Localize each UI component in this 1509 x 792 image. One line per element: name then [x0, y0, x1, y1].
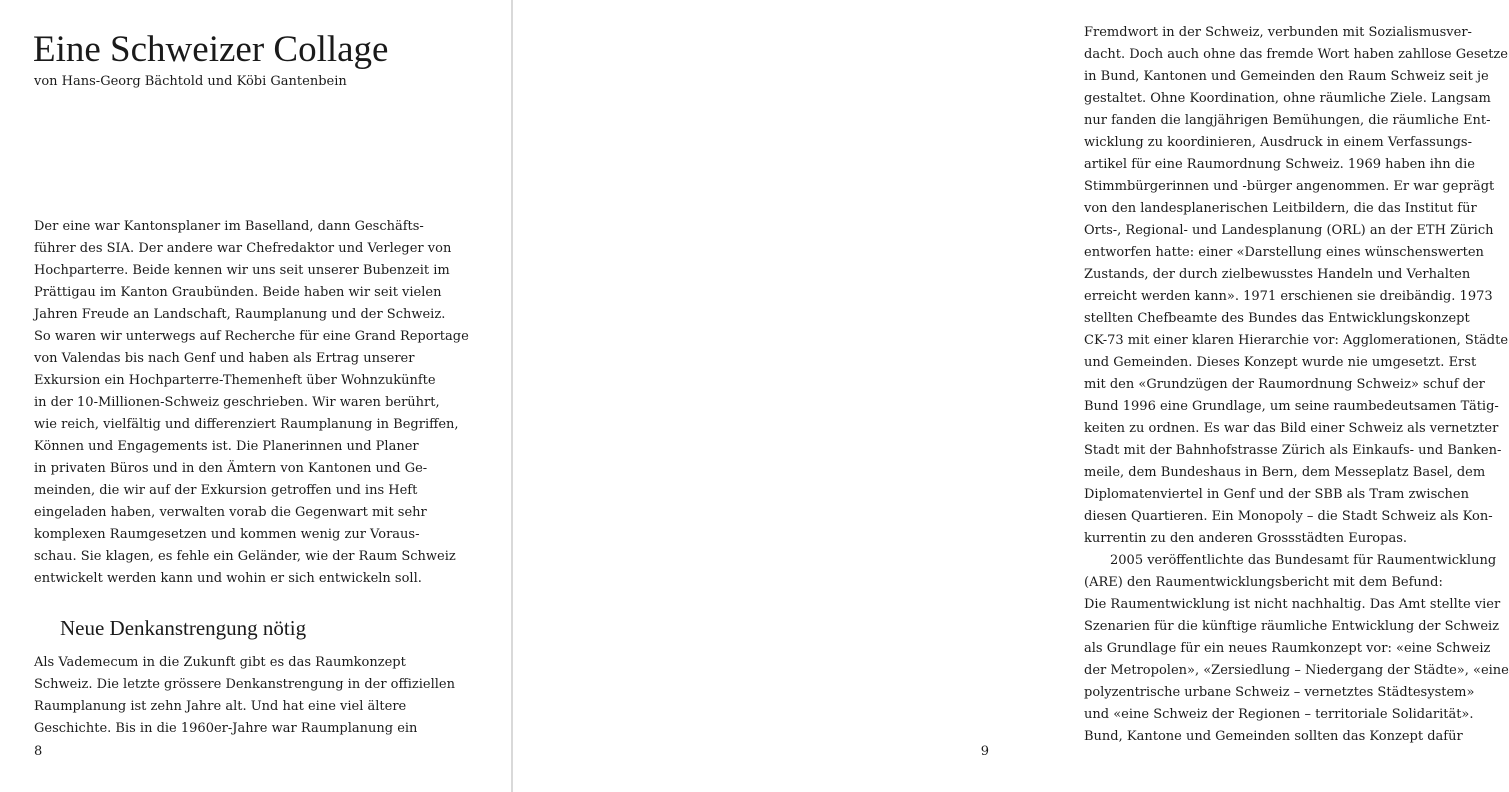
text-line: nur fanden die langjährigen Bemühungen, die räumliche Ent- [1084, 113, 1491, 128]
text-line: führer des SIA. Der andere war Chefredaktor und Verleger von [34, 241, 452, 256]
text-line: polyzentrische urbane Schweiz – vernetztes Städtesystem» [1084, 685, 1475, 700]
text-line: Der eine war Kantonsplaner im Baselland, dann Geschäfts- [34, 219, 424, 234]
text-line: Die Raumentwicklung ist nicht nachhaltig. Das Amt stellte vier [1084, 597, 1501, 612]
text-line: keiten zu ordnen. Es war das Bild einer Schweiz als vernetzter [1084, 421, 1499, 436]
text-line: Prättigau im Kanton Graubünden. Beide haben wir seit vielen [34, 285, 442, 300]
text-line: Hochparterre. Beide kennen wir uns seit unserer Bubenzeit im [34, 263, 450, 278]
text-line: gestaltet. Ohne Koordination, ohne räumliche Ziele. Langsam [1084, 91, 1491, 106]
right-page [513, 0, 1509, 792]
text-line: der Metropolen», «Zersiedlung – Niedergang der Städte», «eine [1084, 663, 1509, 678]
text-line: stellten Chefbeamte des Bundes das Entwicklungskonzept [1084, 311, 1470, 326]
left-page [0, 0, 511, 792]
intro-paragraph [34, 216, 469, 590]
text-line: erreicht werden kann». 1971 erschienen sie dreibändig. 1973 [1084, 289, 1493, 304]
text-line: und Gemeinden. Dieses Konzept wurde nie umgesetzt. Erst [1084, 355, 1477, 370]
text-line: schau. Sie klagen, es fehle ein Geländer, wie der Raum Schweiz [34, 549, 456, 564]
text-line: entworfen hatte: einer «Darstellung eines wünschenswerten [1084, 245, 1484, 260]
text-line: Orts-, Regional- und Landesplanung (ORL) an der ETH Zürich [1084, 223, 1494, 238]
text-line: Raumplanung ist zehn Jahre alt. Und hat eine viel ältere [34, 699, 407, 714]
text-line: meile, dem Bundeshaus in Bern, dem Messeplatz Basel, dem [1084, 465, 1486, 480]
section-paragraph [34, 652, 455, 740]
text-line: Geschichte. Bis in die 1960er-Jahre war Raumplanung ein [34, 721, 418, 736]
text-line: Zustands, der durch zielbewusstes Handeln und Verhalten [1084, 267, 1471, 282]
page-number-right: 9 [980, 744, 989, 759]
text-line: Stimmbürgerinnen und -bürger angenommen. Er war geprägt [1084, 179, 1495, 194]
article-title: Eine Schweizer Collage [33, 29, 389, 70]
text-line: Schweiz. Die letzte grössere Denkanstrengung in der offiziellen [34, 677, 455, 692]
text-line: Können und Engagements ist. Die Planerinnen und Planer [34, 439, 419, 454]
text-line: Stadt mit der Bahnhofstrasse Zürich als Einkaufs- und Banken- [1084, 443, 1502, 458]
text-line: So waren wir unterwegs auf Recherche für eine Grand Reportage [34, 329, 469, 344]
text-line: von den landesplanerischen Leitbildern, die das Institut für [1084, 201, 1477, 216]
right-column-text [1084, 22, 1509, 748]
article-authors: von Hans-Georg Bächtold und Köbi Gantenbein [34, 74, 347, 89]
text-line: dacht. Doch auch ohne das fremde Wort haben zahllose Gesetze [1084, 47, 1508, 62]
text-line: und «eine Schweiz der Regionen – territoriale Solidarität». [1084, 707, 1474, 722]
text-line: diesen Quartieren. Ein Monopoly – die Stadt Schweiz als Kon- [1084, 509, 1493, 524]
text-line: (ARE) den Raumentwicklungsbericht mit dem Befund: [1084, 575, 1443, 590]
text-line: CK-73 mit einer klaren Hierarchie vor: Agglomerationen, Städte [1084, 333, 1509, 348]
section-heading: Neue Denkanstrengung nötig [60, 616, 307, 640]
text-line: meinden, die wir auf der Exkursion getroffen und ins Heft [34, 483, 418, 498]
text-line: mit den «Grundzügen der Raumordnung Schweiz» schuf der [1084, 377, 1485, 392]
text-line: Jahren Freude an Landschaft, Raumplanung und der Schweiz. [34, 307, 446, 322]
text-line: entwickelt werden kann und wohin er sich entwickeln soll. [34, 571, 422, 586]
text-line: von Valendas bis nach Genf und haben als Ertrag unserer [34, 351, 415, 366]
page-number-left: 8 [34, 744, 43, 759]
text-line: wicklung zu koordinieren, Ausdruck in einem Verfassungs- [1084, 135, 1472, 150]
text-line: wie reich, vielfältig und differenziert Raumplanung in Begriffen, [34, 417, 459, 432]
text-line: Szenarien für die künftige räumliche Entwicklung der Schweiz [1084, 619, 1500, 634]
text-line: in Bund, Kantonen und Gemeinden den Raum Schweiz seit je [1084, 69, 1489, 84]
text-line: Diplomatenviertel in Genf und der SBB als Tram zwischen [1084, 487, 1469, 502]
text-line: artikel für eine Raumordnung Schweiz. 1969 haben ihn die [1084, 157, 1475, 172]
text-line: in der 10-Millionen-Schweiz geschrieben. Wir waren berührt, [34, 395, 440, 410]
text-line: komplexen Raumgesetzen und kommen wenig zur Voraus- [34, 527, 420, 542]
text-line: Als Vademecum in die Zukunft gibt es das Raumkonzept [34, 655, 406, 670]
text-line: Bund, Kantone und Gemeinden sollten das Konzept dafür [1084, 729, 1463, 744]
text-line: kurrentin zu den anderen Grossstädten Europas. [1084, 531, 1407, 546]
text-line: 2005 veröffentlichte das Bundesamt für Raumentwicklung [1110, 553, 1497, 568]
text-line: eingeladen haben, verwalten vorab die Gegenwart mit sehr [34, 505, 427, 520]
text-line: Fremdwort in der Schweiz, verbunden mit Sozialismusver- [1084, 25, 1472, 40]
text-line: als Grundlage für ein neues Raumkonzept vor: «eine Schweiz [1084, 641, 1491, 656]
text-line: in privaten Büros und in den Ämtern von Kantonen und Ge- [34, 461, 428, 476]
text-line: Bund 1996 eine Grundlage, um seine raumbedeutsamen Tätig- [1084, 399, 1499, 414]
text-line: Exkursion ein Hochparterre-Themenheft über Wohnzukünfte [34, 373, 436, 388]
